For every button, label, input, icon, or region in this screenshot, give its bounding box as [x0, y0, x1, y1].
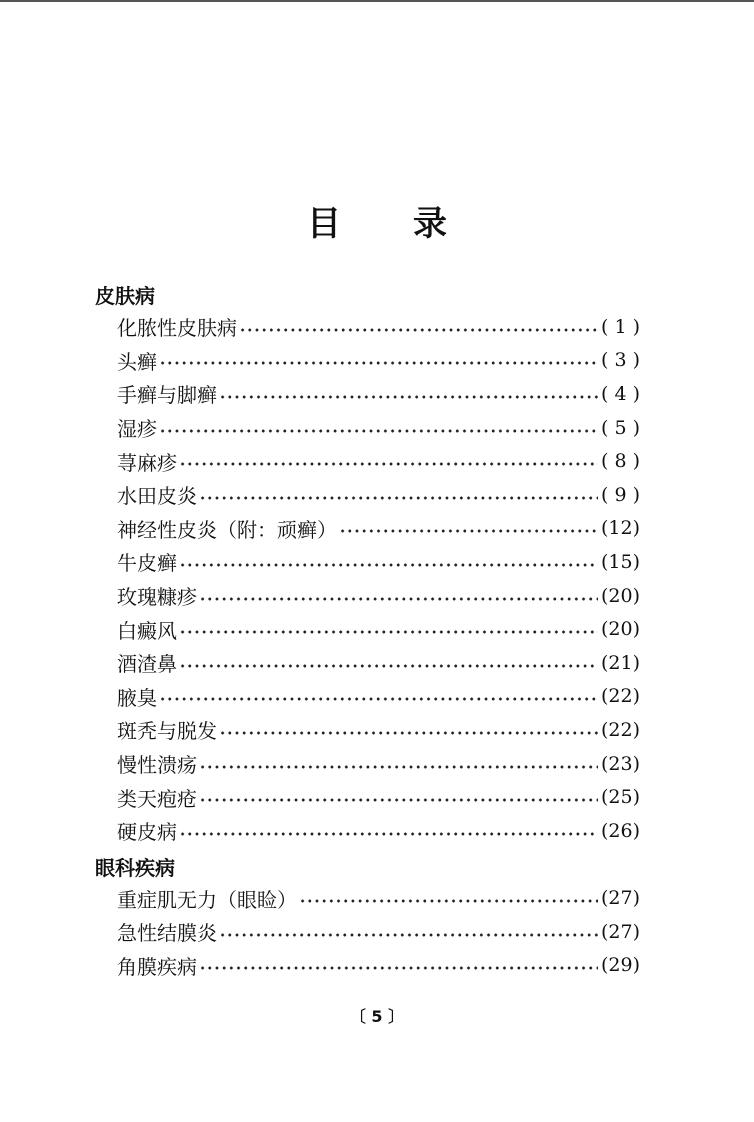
toc-entry-label: 湿疹	[117, 417, 157, 442]
dot-leader	[199, 965, 598, 971]
toc-entry[interactable]	[117, 545, 640, 579]
toc-entry-page: ( 1 )	[601, 315, 640, 338]
dot-leader	[239, 327, 598, 333]
toc-entry-page: (15)	[600, 550, 640, 573]
toc-entry-label: 重症肌无力（眼睑）	[117, 887, 297, 912]
toc-entry-label: 硬皮病	[117, 820, 177, 845]
toc-entry[interactable]	[117, 344, 640, 378]
dot-leader	[159, 360, 598, 366]
toc-entry-label: 手癣与脚癣	[117, 383, 217, 408]
toc-entry[interactable]	[117, 612, 640, 646]
section-heading: 眼科疾病	[95, 855, 175, 880]
dot-leader	[159, 696, 598, 702]
toc-entry[interactable]	[117, 780, 640, 814]
toc-entry-page: (29)	[600, 954, 640, 977]
toc-entry[interactable]	[117, 512, 640, 546]
toc-entry-label: 荨麻疹	[117, 450, 177, 475]
dot-leader	[179, 831, 598, 837]
toc-entry-label: 类天疱疮	[117, 786, 197, 811]
top-border	[0, 0, 754, 2]
toc-entry-label: 头癣	[117, 349, 157, 374]
page-number: 〔 5 〕	[349, 1007, 405, 1026]
toc-entry-page: ( 8 )	[601, 450, 640, 473]
toc-entry-page: (20)	[600, 584, 640, 607]
toc-entry[interactable]	[117, 882, 640, 916]
toc-entry-page: (22)	[600, 685, 640, 708]
toc-entry-page: (25)	[600, 786, 640, 809]
dot-leader	[159, 428, 598, 434]
toc-entry-label: 牛皮癣	[117, 551, 177, 576]
title-part-2: 录	[413, 204, 447, 244]
toc-entry-page: (27)	[600, 920, 640, 943]
toc-entry-page: (12)	[600, 517, 640, 540]
toc-entry-label: 酒渣鼻	[117, 652, 177, 677]
toc-entry[interactable]	[117, 646, 640, 680]
toc-entry[interactable]	[117, 579, 640, 613]
toc-entry[interactable]	[117, 747, 640, 781]
toc-entry[interactable]	[117, 444, 640, 478]
dot-leader	[219, 730, 598, 736]
toc-entry-page: (22)	[600, 718, 640, 741]
toc-entry-label: 角膜疾病	[117, 954, 197, 979]
page-title	[0, 196, 754, 245]
toc-entry[interactable]	[117, 377, 640, 411]
toc-entry[interactable]	[117, 949, 640, 983]
dot-leader	[179, 562, 598, 568]
toc-entry[interactable]	[117, 680, 640, 714]
toc-entry-page: ( 9 )	[601, 483, 640, 506]
toc-entry-page: (26)	[600, 819, 640, 842]
toc-entry-page: ( 4 )	[601, 382, 640, 405]
toc-entry-label: 慢性溃疡	[117, 753, 197, 778]
table-of-contents	[0, 276, 754, 982]
toc-entry-label: 神经性皮炎（附：顽癣）	[117, 517, 337, 542]
toc-entry-page: (23)	[600, 752, 640, 775]
toc-entry-label: 急性结膜炎	[117, 921, 217, 946]
dot-leader	[299, 898, 598, 904]
toc-entry-page: (21)	[600, 651, 640, 674]
toc-entry-label: 玫瑰糠疹	[117, 585, 197, 610]
dot-leader	[199, 764, 598, 770]
section-heading: 皮肤病	[95, 284, 155, 308]
dot-leader	[179, 663, 598, 669]
toc-entry[interactable]	[117, 713, 640, 747]
dot-leader	[199, 797, 598, 803]
toc-entry[interactable]	[117, 915, 640, 949]
toc-entry-label: 白癜风	[117, 618, 177, 643]
toc-entry-page: ( 5 )	[601, 416, 640, 439]
toc-entry[interactable]	[117, 310, 640, 344]
section-header	[0, 848, 754, 882]
dot-leader	[179, 629, 598, 635]
toc-entry-page: (20)	[600, 618, 640, 641]
toc-entry-label: 腋臭	[117, 685, 157, 710]
toc-entry-page: ( 3 )	[601, 349, 640, 372]
toc-entry[interactable]	[117, 411, 640, 445]
toc-entry-label: 水田皮炎	[117, 484, 197, 509]
title-part-1: 目	[307, 204, 341, 244]
toc-entry-page: (27)	[600, 887, 640, 910]
dot-leader	[339, 528, 598, 534]
dot-leader	[179, 461, 598, 467]
dot-leader	[219, 932, 598, 938]
toc-entry-label: 化脓性皮肤病	[117, 316, 237, 341]
toc-entry[interactable]	[117, 478, 640, 512]
dot-leader	[199, 596, 598, 602]
toc-entry-label: 斑秃与脱发	[117, 719, 217, 744]
toc-entry[interactable]	[117, 814, 640, 848]
dot-leader	[219, 394, 598, 400]
dot-leader	[199, 495, 598, 501]
section-header	[0, 276, 754, 310]
